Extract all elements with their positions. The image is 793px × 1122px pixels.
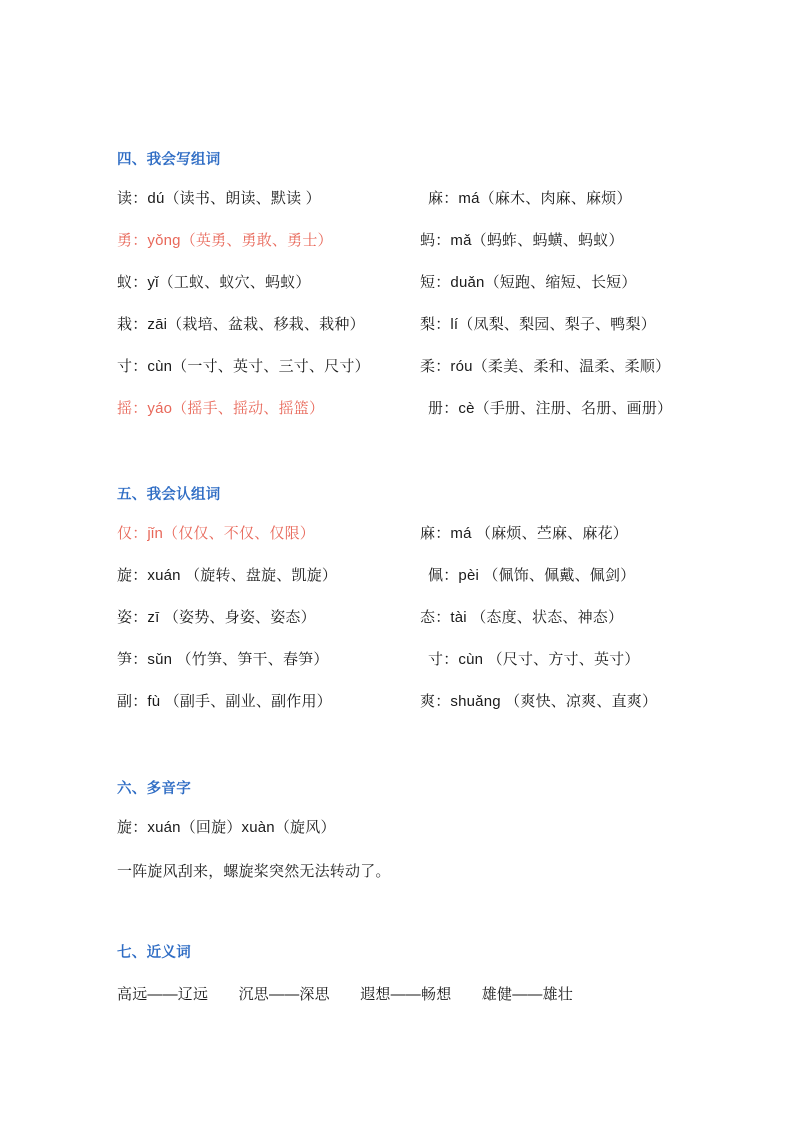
section-7-heading: 七、近义词 bbox=[117, 945, 191, 961]
section-4-right-row-4: 梨：lí（凤梨、梨园、梨子、鸭梨） bbox=[420, 316, 656, 333]
section-5-right-row-1: 麻：má （麻烦、苎麻、麻花） bbox=[420, 525, 629, 542]
section-6-line-1: 旋：xuán（回旋）xuàn（旋风） bbox=[117, 819, 336, 836]
section-4-left-row-5: 寸：cùn（一寸、英寸、三寸、尺寸） bbox=[117, 358, 370, 375]
section-5-right-row-3: 态：tài （态度、状态、神态） bbox=[420, 609, 624, 626]
section-5-right-row-5: 爽：shuǎng （爽快、凉爽、直爽） bbox=[420, 693, 658, 710]
section-4-left-row-6: 摇：yáo（摇手、摇动、摇篮） bbox=[117, 400, 325, 417]
section-4-left-row-4: 栽：zāi（栽培、盆栽、移栽、栽种） bbox=[117, 316, 365, 333]
section-4-left-row-3: 蚁：yǐ（工蚁、蚁穴、蚂蚁） bbox=[117, 274, 311, 291]
section-5-left-row-2: 旋：xuán （旋转、盘旋、凯旋） bbox=[117, 567, 338, 584]
section-4-right-row-5: 柔：róu（柔美、柔和、温柔、柔顺） bbox=[420, 358, 671, 375]
section-4-heading: 四、我会写组词 bbox=[117, 152, 221, 168]
section-5-left-row-1: 仅：jǐn（仅仅、不仅、仅限） bbox=[117, 525, 316, 542]
section-5-left-row-3: 姿：zī （姿势、身姿、姿态） bbox=[117, 609, 316, 626]
section-4-left-row-1: 读：dú（读书、朗读、默读 ） bbox=[117, 190, 321, 207]
section-7-line-1: 高远——辽远 沉思——深思 遐想——畅想 雄健——雄壮 bbox=[117, 986, 574, 1003]
section-4-right-row-1: 麻：má（麻木、肉麻、麻烦） bbox=[428, 190, 632, 207]
section-4-right-row-6: 册：cè（手册、注册、名册、画册） bbox=[428, 400, 673, 417]
section-5-heading: 五、我会认组词 bbox=[117, 487, 221, 503]
section-5-left-row-5: 副：fù （副手、副业、副作用） bbox=[117, 693, 332, 710]
section-4-right-row-2: 蚂：mǎ（蚂蚱、蚂蟥、蚂蚁） bbox=[420, 232, 624, 249]
section-6-heading: 六、多音字 bbox=[117, 781, 191, 797]
section-5-left-row-4: 笋：sǔn （竹笋、笋干、春笋） bbox=[117, 651, 329, 668]
section-5-right-row-4: 寸：cùn （尺寸、方寸、英寸） bbox=[428, 651, 640, 668]
section-4-left-row-2: 勇：yǒng（英勇、勇敢、勇士） bbox=[117, 232, 333, 249]
section-6-line-2: 一阵旋风刮来，螺旋桨突然无法转动了。 bbox=[117, 863, 391, 880]
section-5-right-row-2: 佩：pèi （佩饰、佩戴、佩剑） bbox=[428, 567, 636, 584]
section-4-right-row-3: 短：duǎn（短跑、缩短、长短） bbox=[420, 274, 637, 291]
